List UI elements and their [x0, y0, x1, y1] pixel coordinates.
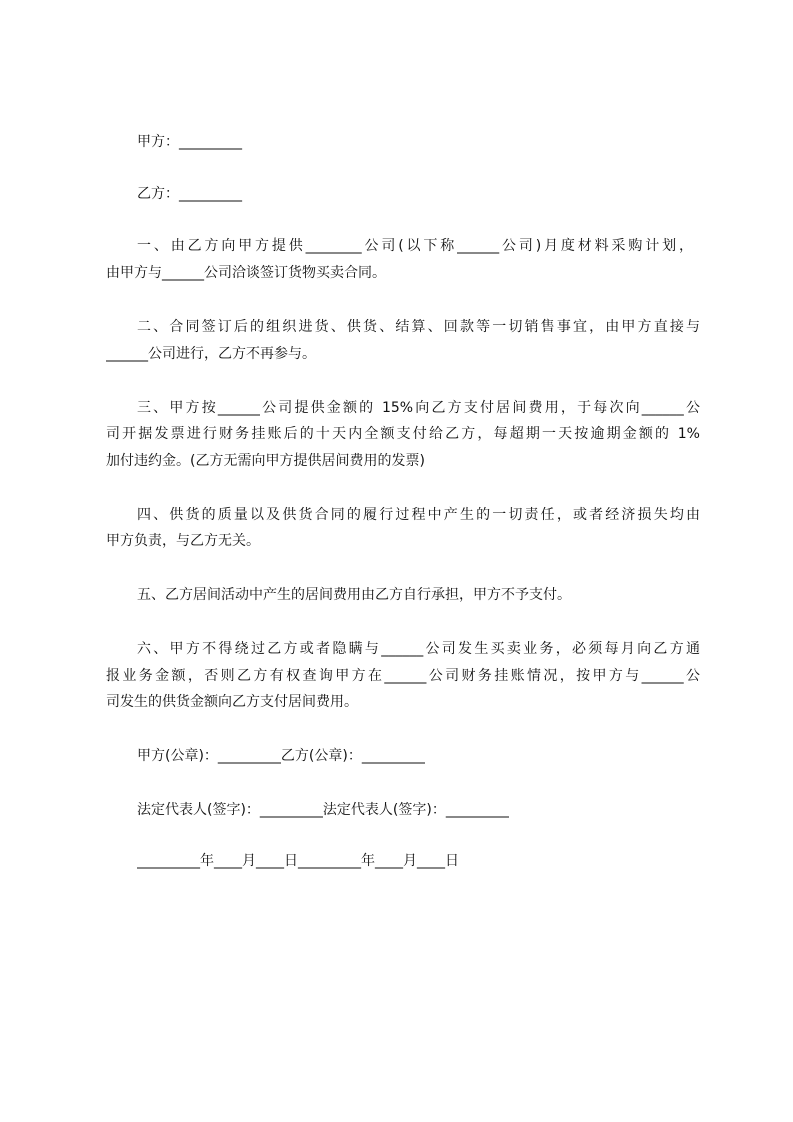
- clause-4-line-1: 四、供货的质量以及供货合同的履行过程中产生的一切责任，或者经济损失均由: [137, 507, 700, 523]
- clause-2-line-1: 二、合同签订后的组织进货、供货、结算、回款等一切销售事宜，由甲方直接与: [137, 319, 700, 335]
- legal-rep-signature-line: 法定代表人(签字)：_________法定代表人(签字)：_________: [137, 802, 509, 818]
- clause-2-line-2: ______公司进行，乙方不再参与。: [106, 346, 316, 362]
- date-line: _________年____月____日_________年____月____日: [137, 853, 459, 869]
- clause-4-line-2: 甲方负责，与乙方无关。: [106, 533, 260, 549]
- clause-6-line-1: 六、甲方不得绕过乙方或者隐瞒与______公司发生买卖业务，必须每月向乙方通: [137, 641, 700, 657]
- clause-1-line-1: 一、由乙方向甲方提供________公司(以下称______公司)月度材料采购计划，: [137, 238, 693, 254]
- clause-5-line-1: 五、乙方居间活动中产生的居间费用由乙方自行承担，甲方不予支付。: [137, 587, 571, 603]
- seal-line: 甲方(公章)：_________乙方(公章)：_________: [137, 748, 425, 764]
- party-b-line: 乙方：_________: [137, 186, 242, 202]
- party-a-line: 甲方：_________: [137, 134, 242, 150]
- clause-6-line-2: 报业务金额，否则乙方有权查询甲方在______公司财务挂账情况，按甲方与______公: [106, 668, 700, 684]
- clause-3-line-2: 司开据发票进行财务挂账后的十天内全额支付给乙方，每超期一天按逾期金额的 1%: [106, 426, 700, 442]
- clause-1-line-2: 由甲方与______公司洽谈签订货物买卖合同。: [106, 265, 386, 281]
- clause-3-line-3: 加付违约金。(乙方无需向甲方提供居间费用的发票): [106, 453, 425, 469]
- clause-6-line-3: 司发生的供货金额向乙方支付居间费用。: [106, 694, 358, 710]
- clause-3-line-1: 三、甲方按______公司提供金额的 15%向乙方支付居间费用，于每次向______公: [137, 400, 700, 416]
